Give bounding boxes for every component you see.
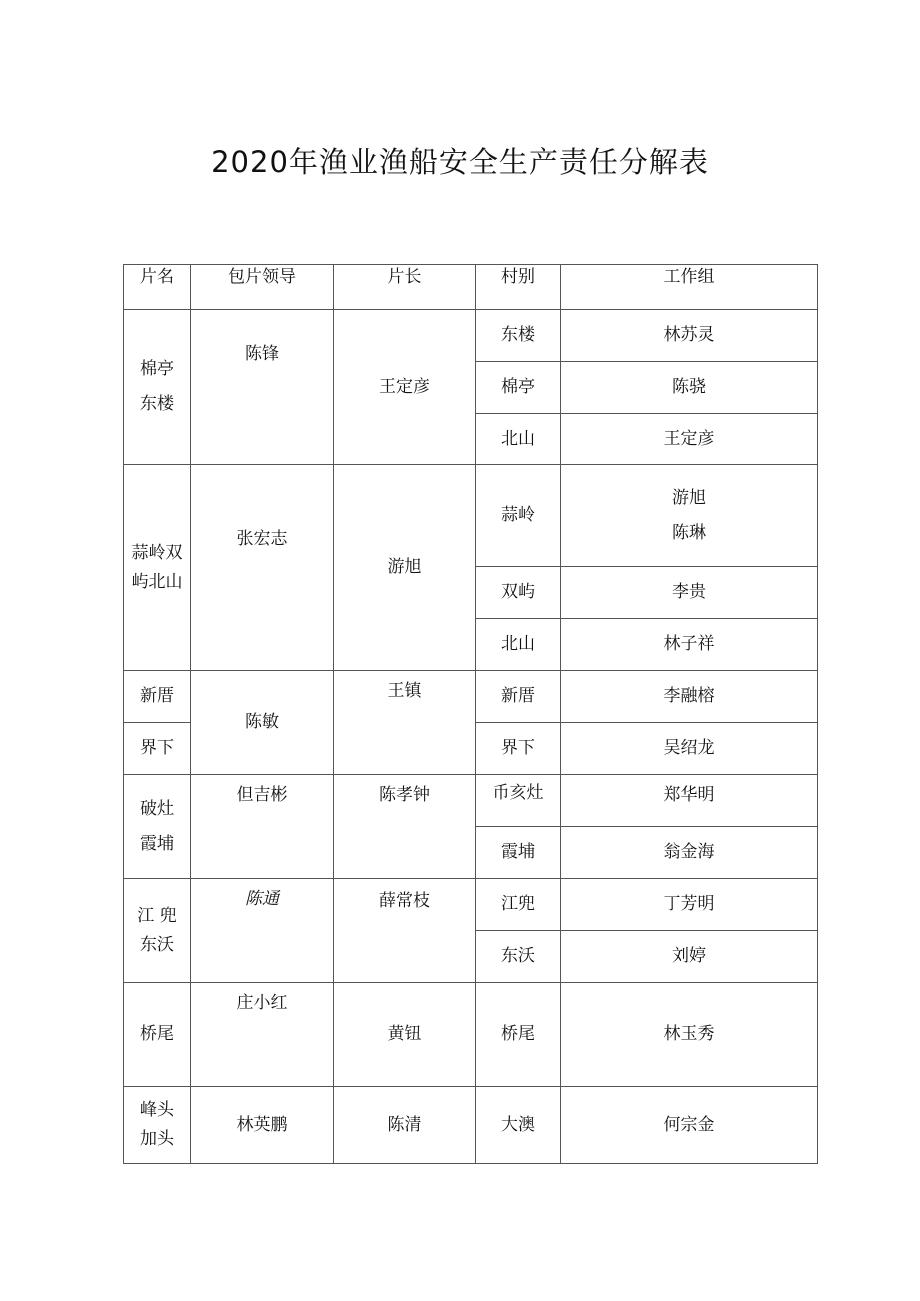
team-cell: 李融榕	[561, 671, 818, 723]
zone-name-line: 破灶	[140, 798, 174, 819]
zone-name-line: 东沃	[140, 934, 174, 955]
team-cell: 王定彦	[561, 414, 818, 465]
village-cell: 大澳	[476, 1087, 561, 1164]
table-row	[124, 983, 818, 1087]
team-cell: 林苏灵	[561, 310, 818, 362]
village-cell: 东沃	[476, 931, 561, 983]
table-row	[124, 775, 818, 827]
header-village: 村别	[476, 265, 561, 310]
zone-name-line: 棉亭	[140, 359, 174, 379]
team-cell	[561, 465, 818, 567]
leader-cell: 陈锋	[191, 310, 334, 465]
village-cell: 界下	[476, 723, 561, 775]
leader-cell: 陈敏	[191, 671, 334, 775]
table-row	[124, 310, 818, 362]
team-cell: 李贵	[561, 567, 818, 619]
table-header-row	[124, 265, 818, 310]
header-zone: 片名	[124, 265, 191, 310]
page-title: 2020年渔业渔船安全生产责任分解表	[211, 145, 709, 179]
zone-name-line: 蒜岭双	[131, 542, 183, 563]
zone-cell	[124, 879, 191, 983]
header-leader: 包片领导	[191, 265, 334, 310]
zone-cell	[124, 465, 191, 671]
leader-cell: 庄小红	[191, 983, 334, 1087]
chief-cell: 黄钮	[334, 983, 476, 1087]
zone-cell	[124, 310, 191, 465]
village-cell: 新厝	[476, 671, 561, 723]
village-cell: 东楼	[476, 310, 561, 362]
zone-name-line: 江 兜	[137, 905, 177, 926]
team-member: 陈琳	[672, 522, 706, 543]
chief-cell: 陈孝钟	[334, 775, 476, 879]
responsibility-table	[123, 264, 818, 1164]
village-cell: 双屿	[476, 567, 561, 619]
zone-name-line: 东楼	[140, 394, 174, 414]
village-cell: 棉亭	[476, 362, 561, 414]
team-cell: 何宗金	[561, 1087, 818, 1164]
village-cell: 蒜岭	[476, 465, 561, 567]
team-cell: 吴绍龙	[561, 723, 818, 775]
leader-cell: 陈通	[191, 879, 334, 983]
team-cell: 郑华明	[561, 775, 818, 827]
leader-cell: 张宏志	[191, 465, 334, 671]
village-cell: 桥尾	[476, 983, 561, 1087]
team-cell: 林玉秀	[561, 983, 818, 1087]
zone-name-line: 屿北山	[131, 571, 183, 592]
team-cell: 陈骁	[561, 362, 818, 414]
header-team: 工作组	[561, 265, 818, 310]
table-row	[124, 671, 818, 723]
village-cell: 币亥灶	[476, 775, 561, 827]
chief-cell: 游旭	[334, 465, 476, 671]
team-cell: 林子祥	[561, 619, 818, 671]
zone-name-line: 加头	[140, 1129, 174, 1149]
leader-cell: 林英鹏	[191, 1087, 334, 1164]
village-cell: 北山	[476, 619, 561, 671]
table-row	[124, 465, 818, 567]
village-cell: 江兜	[476, 879, 561, 931]
zone-cell: 界下	[124, 723, 191, 775]
chief-cell: 王定彦	[334, 310, 476, 465]
chief-cell: 王镇	[334, 671, 476, 775]
village-cell: 北山	[476, 414, 561, 465]
chief-cell: 陈清	[334, 1087, 476, 1164]
team-cell: 丁芳明	[561, 879, 818, 931]
team-cell: 翁金海	[561, 827, 818, 879]
zone-name-line: 霞埔	[140, 833, 174, 854]
team-member: 游旭	[672, 487, 706, 508]
zone-cell	[124, 1087, 191, 1164]
chief-cell: 薛常枝	[334, 879, 476, 983]
zone-cell	[124, 775, 191, 879]
zone-cell: 新厝	[124, 671, 191, 723]
team-cell: 刘婷	[561, 931, 818, 983]
zone-name-line: 峰头	[140, 1100, 174, 1120]
header-chief: 片长	[334, 265, 476, 310]
table-row	[124, 879, 818, 931]
table-row	[124, 1087, 818, 1164]
zone-cell: 桥尾	[124, 983, 191, 1087]
leader-cell: 但吉彬	[191, 775, 334, 879]
village-cell: 霞埔	[476, 827, 561, 879]
